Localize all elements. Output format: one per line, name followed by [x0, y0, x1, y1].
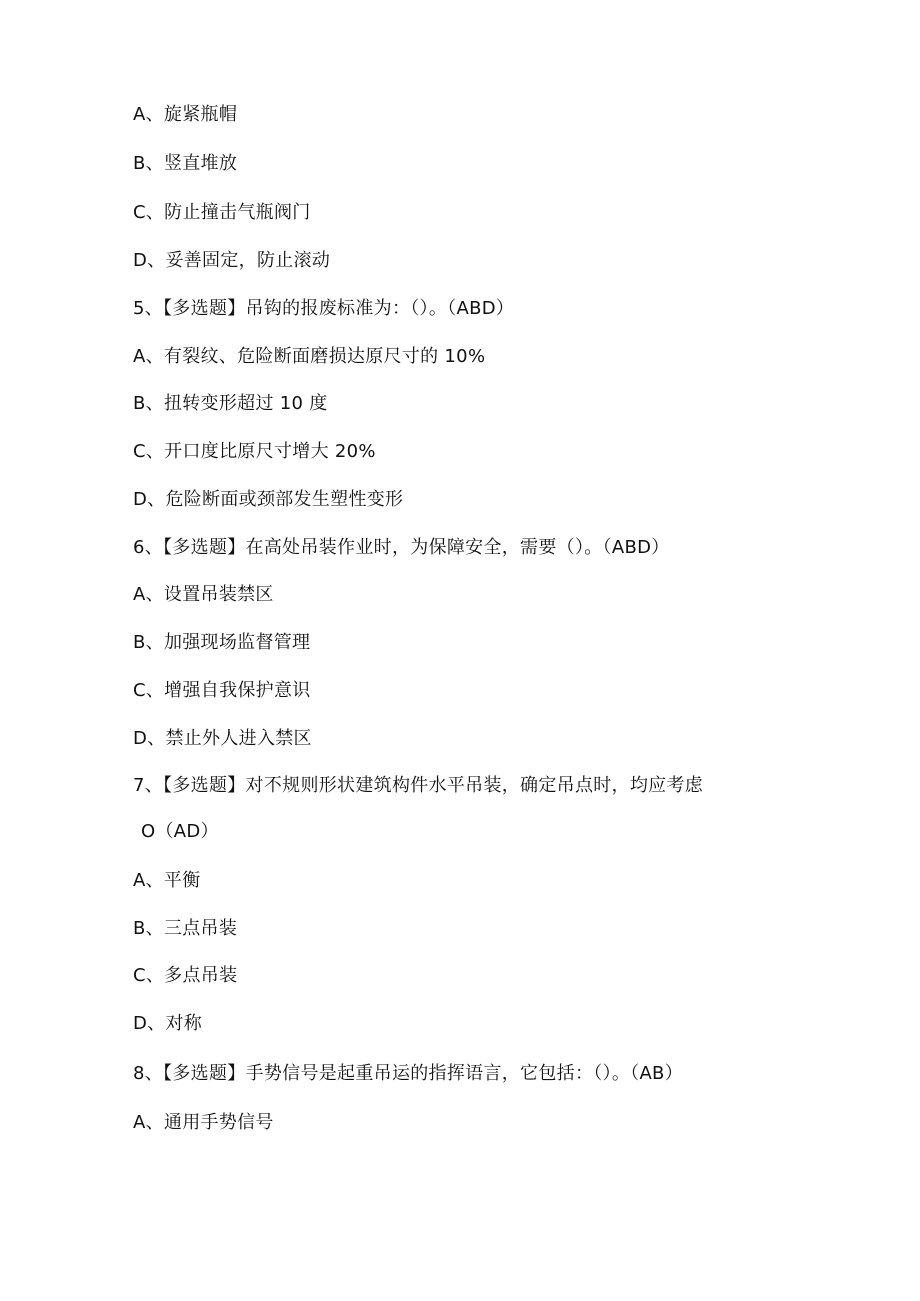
option-line: C、开口度比原尺寸增大 20%	[133, 441, 376, 462]
question-line: 5、【多选题】吊钩的报废标准为：（）。（ABD）	[133, 298, 515, 319]
option-line: A、有裂纹、危险断面磨损达原尺寸的 10%	[133, 346, 486, 367]
option-line: C、增强自我保护意识	[133, 680, 311, 701]
option-line: A、旋紧瓶帽	[133, 104, 238, 125]
option-line: C、防止撞击气瓶阀门	[133, 202, 311, 223]
option-line: A、平衡	[133, 870, 201, 891]
option-line: A、通用手势信号	[133, 1112, 274, 1133]
option-line: B、扭转变形超过 10 度	[133, 393, 328, 414]
option-line: B、三点吊装	[133, 918, 238, 939]
option-line: B、竖直堆放	[133, 153, 238, 174]
option-line: D、危险断面或颈部发生塑性变形	[133, 489, 404, 510]
option-line: B、加强现场监督管理	[133, 632, 311, 653]
option-line: D、禁止外人进入禁区	[133, 728, 312, 749]
option-line: D、妥善固定，防止滚动	[133, 250, 331, 271]
question-line: 7、【多选题】对不规则形状建筑构件水平吊装，确定吊点时，均应考虑	[133, 775, 704, 796]
option-line: C、多点吊装	[133, 965, 238, 986]
question-line: 6、【多选题】在高处吊装作业时，为保障安全，需要（）。（ABD）	[133, 537, 670, 558]
option-line: A、设置吊装禁区	[133, 584, 274, 605]
question-line: 8、【多选题】手势信号是起重吊运的指挥语言，它包括：（）。（AB）	[133, 1063, 684, 1084]
question-continuation: O（AD）	[141, 821, 219, 842]
option-line: D、对称	[133, 1013, 203, 1034]
